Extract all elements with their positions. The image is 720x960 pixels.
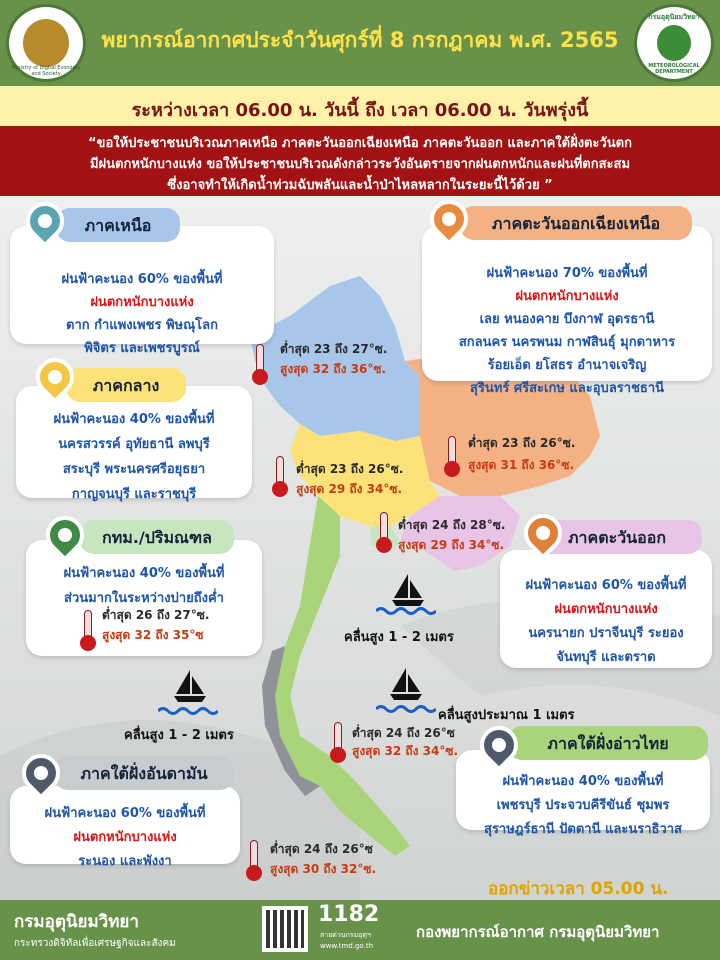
warning-line: ซึ่งอาจทำให้เกิดน้ำท่วมฉับพลันและน้ำป่าไหลหลากในระยะนี้ไว้ด้วย ” bbox=[167, 178, 553, 193]
thermometer-icon bbox=[334, 722, 342, 752]
andaman-high: สูงสุด 30 ถึง 32°ซ. bbox=[270, 862, 377, 876]
south-gulf-area: สุราษฎร์ธานี ปัตตานี และนราธิวาส bbox=[484, 822, 682, 837]
central-low: ต่ำสุด 23 ถึง 26°ซ. bbox=[296, 462, 404, 476]
central-rain: ฝนฟ้าคะนอง 40% ของพื้นที่ bbox=[53, 412, 215, 427]
north-high: สูงสุด 32 ถึง 36°ซ. bbox=[280, 362, 387, 376]
south-gulf-low: ต่ำสุด 24 ถึง 26°ซ bbox=[352, 726, 455, 740]
central-title: ภาคกลาง bbox=[66, 368, 186, 402]
bangkok-rain: ฝนฟ้าคะนอง 40% ของพื้นที่ bbox=[63, 566, 225, 581]
andaman-wave-text: คลื่นสูง 1 - 2 เมตร bbox=[124, 728, 234, 743]
garuda-icon bbox=[23, 19, 69, 67]
thermometer-icon bbox=[448, 436, 456, 466]
andaman-heavy: ฝนตกหนักบางแห่ง bbox=[73, 830, 177, 845]
northeast-card bbox=[422, 226, 712, 396]
tmd-logo bbox=[634, 4, 714, 82]
andaman-area: ระนอง และพังงา bbox=[78, 854, 172, 869]
south-gulf-area: เพชรบุรี ประจวบคีรีขันธ์ ชุมพร bbox=[496, 798, 670, 813]
andaman-card bbox=[10, 786, 240, 869]
gulf-lower-wave-text: คลื่นสูงประมาณ 1 เมตร bbox=[438, 708, 575, 723]
central-card bbox=[16, 386, 252, 502]
east-card bbox=[500, 550, 712, 668]
north-area: ตาก กำแพงเพชร พิษณุโลก bbox=[66, 318, 218, 333]
website-link[interactable]: www.tmd.go.th bbox=[320, 942, 373, 950]
south-gulf-high: สูงสุด 32 ถึง 34°ซ. bbox=[352, 744, 459, 758]
hotline-number: 1182 bbox=[318, 902, 380, 927]
north-low: ต่ำสุด 23 ถึง 27°ซ. bbox=[280, 342, 388, 356]
sailboat-icon bbox=[386, 666, 426, 706]
wave-icon bbox=[376, 704, 436, 714]
northeast-area: สุรินทร์ ศรีสะเกษ และอุบลราชธานี bbox=[469, 381, 665, 396]
south-gulf-rain: ฝนฟ้าคะนอง 40% ของพื้นที่ bbox=[502, 774, 664, 789]
north-card bbox=[10, 226, 274, 356]
northeast-area: สกลนคร นครพนม กาฬสินธุ์ มุกดาหาร bbox=[458, 335, 676, 350]
forecast-period: ระหว่างเวลา 06.00 น. วันนี้ ถึง เวลา 06.00 น. วันพรุ่งนี้ bbox=[131, 100, 589, 121]
thermometer-icon bbox=[84, 610, 92, 640]
andaman-title: ภาคใต้ฝั่งอันดามัน bbox=[54, 756, 234, 790]
north-heavy: ฝนตกหนักบางแห่ง bbox=[90, 295, 194, 310]
east-rain: ฝนฟ้าคะนอง 60% ของพื้นที่ bbox=[525, 578, 687, 593]
footer-org: กรมอุตุนิยมวิทยา bbox=[14, 912, 139, 932]
south-gulf-title: ภาคใต้ฝั่งอ่าวไทย bbox=[508, 726, 708, 760]
warning-line: “ขอให้ประชาชนบริเวณภาคเหนือ ภาคตะวันออกเฉียงเหนือ ภาคตะวันออก และภาคใต้ฝั่งตะวันตก bbox=[88, 136, 632, 151]
central-area: นครสวรรค์ อุทัยธานี ลพบุรี bbox=[58, 437, 210, 452]
warning-banner bbox=[0, 126, 720, 196]
central-high: สูงสุด 29 ถึง 34°ซ. bbox=[296, 482, 403, 496]
northeast-heavy: ฝนตกหนักบางแห่ง bbox=[515, 289, 619, 304]
issue-time: ออกข่าวเวลา 05.00 น. bbox=[488, 879, 669, 899]
north-area: พิจิตร และเพชรบูรณ์ bbox=[84, 341, 200, 356]
ministry-logo bbox=[6, 4, 86, 82]
thermometer-icon bbox=[250, 840, 258, 870]
bangkok-high: สูงสุด 32 ถึง 35°ซ bbox=[102, 628, 204, 642]
northeast-rain: ฝนฟ้าคะนอง 70% ของพื้นที่ bbox=[486, 266, 648, 281]
warning-line: มีฝนตกหนักบางแห่ง ขอให้ประชาชนบริเวณดังกล่าวระวังอันตรายจากฝนตกหนักและฝนที่ตกสะสม bbox=[89, 157, 631, 172]
footer-ministry: กระทรวงดิจิทัลเพื่อเศรษฐกิจและสังคม bbox=[14, 938, 176, 949]
northeast-area: เลย หนองคาย บึงกาฬ อุดรธานี bbox=[479, 312, 655, 327]
bangkok-low: ต่ำสุด 26 ถึง 27°ซ. bbox=[102, 608, 210, 622]
qr-code-icon[interactable] bbox=[262, 906, 308, 952]
northeast-area: ร้อยเอ็ด ยโสธร อำนาจเจริญ bbox=[487, 358, 647, 373]
thermometer-icon bbox=[256, 344, 264, 374]
tmd-logo-text: METEOROLOGICAL DEPARTMENT bbox=[648, 63, 700, 75]
thermometer-icon bbox=[380, 512, 388, 542]
wave-icon bbox=[158, 706, 218, 716]
andaman-rain: ฝนฟ้าคะนอง 60% ของพื้นที่ bbox=[44, 806, 206, 821]
footer-bar bbox=[0, 900, 720, 960]
bangkok-title: กทม./ปริมณฑล bbox=[80, 520, 234, 554]
north-title: ภาคเหนือ bbox=[56, 208, 180, 242]
northeast-low: ต่ำสุด 23 ถึง 26°ซ. bbox=[468, 436, 576, 450]
thermometer-icon bbox=[276, 456, 284, 486]
central-area: สระบุรี พระนครศรีอยุธยา bbox=[62, 462, 206, 477]
north-rain: ฝนฟ้าคะนอง 60% ของพื้นที่ bbox=[61, 272, 223, 287]
east-title: ภาคตะวันออก bbox=[532, 520, 702, 554]
footer-division: กองพยากรณ์อากาศ กรมอุตุนิยมวิทยา bbox=[416, 923, 660, 941]
east-low: ต่ำสุด 24 ถึง 28°ซ. bbox=[398, 518, 506, 532]
northeast-high: สูงสุด 31 ถึง 36°ซ. bbox=[468, 458, 575, 472]
bangkok-detail: ส่วนมากในระหว่างบ่ายถึงค่ำ bbox=[64, 591, 224, 606]
east-area: นครนายก ปราจีนบุรี ระยอง bbox=[528, 626, 684, 641]
deity-icon bbox=[657, 25, 691, 61]
andaman-low: ต่ำสุด 24 ถึง 26°ซ bbox=[270, 842, 373, 856]
east-heavy: ฝนตกหนักบางแห่ง bbox=[554, 602, 658, 617]
gulf-upper-wave-text: คลื่นสูง 1 - 2 เมตร bbox=[344, 630, 454, 645]
page-title: พยากรณ์อากาศประจำวันศุกร์ที่ 8 กรกฎาคม พ.ศ. 2565 bbox=[101, 28, 619, 52]
northeast-title: ภาคตะวันออกเฉียงเหนือ bbox=[460, 206, 692, 240]
tmd-logo-top-text: กรมอุตุนิยมวิทยา bbox=[648, 13, 700, 21]
east-area: จันทบุรี และตราด bbox=[556, 650, 656, 665]
hotline-label: สายด่วนกรมอุตุฯ bbox=[320, 931, 371, 939]
sailboat-icon bbox=[170, 668, 210, 708]
wave-icon bbox=[376, 606, 436, 616]
forecast-period-bar bbox=[0, 86, 720, 126]
east-high: สูงสุด 29 ถึง 34°ซ. bbox=[398, 538, 505, 552]
central-area: กาญจนบุรี และราชบุรี bbox=[71, 487, 197, 502]
ministry-logo-text: Ministry of Digital Economy and Society bbox=[11, 65, 81, 77]
